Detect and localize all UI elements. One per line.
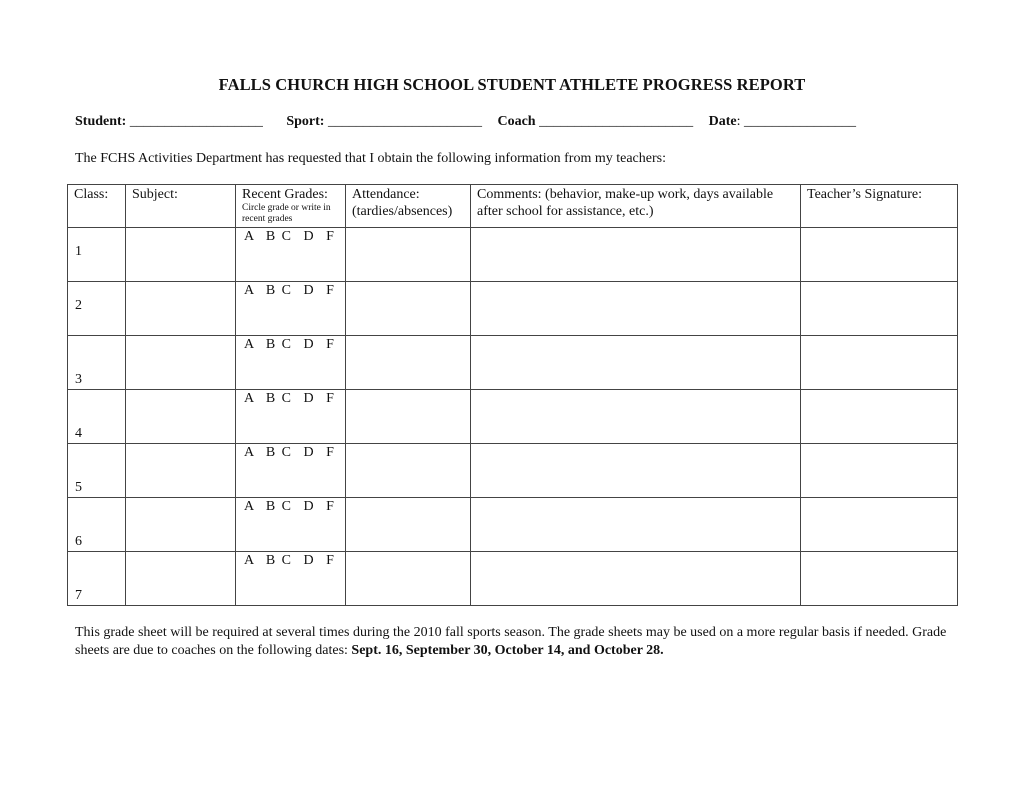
progress-table [67,184,958,606]
signature-cell[interactable] [801,552,958,606]
grades-header: Recent Grades: [242,187,328,202]
grade-options[interactable]: A B C D F [244,445,335,460]
coach-label: Coach [497,114,536,129]
attendance-cell[interactable] [346,336,471,390]
class-number: 1 [75,244,82,259]
signature-cell[interactable] [801,228,958,282]
grades-cell[interactable] [236,498,346,552]
page-title: FALLS CHURCH HIGH SCHOOL STUDENT ATHLETE PROGRESS REPORT [218,75,806,94]
class-cell [68,498,126,552]
sport-field[interactable] [286,114,482,130]
sport-blank: ______________________ [327,114,482,129]
table-row [68,552,958,606]
date-field[interactable] [709,114,856,130]
student-blank: ___________________ [129,114,263,129]
grade-options[interactable]: A B C D F [244,391,335,406]
col-attendance [346,185,471,228]
grade-options[interactable]: A B C D F [244,283,335,298]
comments-cell[interactable] [471,390,801,444]
class-cell [68,444,126,498]
comments-cell[interactable] [471,444,801,498]
grades-cell[interactable] [236,444,346,498]
class-number: 7 [75,588,82,603]
sport-label: Sport: [286,114,325,129]
col-subject: Subject: [126,185,236,228]
subject-cell[interactable] [126,228,236,282]
signature-cell[interactable] [801,498,958,552]
subject-cell[interactable] [126,336,236,390]
table-row [68,390,958,444]
attendance-cell[interactable] [346,282,471,336]
grades-note: Circle grade or write in recent grades [242,203,331,224]
class-cell [68,390,126,444]
attendance-note: (tardies/absences) [352,204,453,219]
subject-cell[interactable] [126,444,236,498]
col-signature: Teacher’s Signature: [801,185,958,228]
due-dates: Sept. 16, September 30, October 14, and October 28. [351,643,664,658]
table-header-row [68,185,958,228]
col-grades [236,185,346,228]
attendance-cell[interactable] [346,390,471,444]
grades-cell[interactable] [236,336,346,390]
grades-cell[interactable] [236,552,346,606]
class-number: 2 [75,298,82,313]
comments-cell[interactable] [471,498,801,552]
col-class: Class: [68,185,126,228]
student-label: Student: [75,114,127,129]
grades-cell[interactable] [236,390,346,444]
signature-cell[interactable] [801,282,958,336]
class-number: 4 [75,426,82,441]
coach-blank: ______________________ [539,114,694,129]
grades-cell[interactable] [236,228,346,282]
comments-cell[interactable] [471,228,801,282]
comments-cell[interactable] [471,282,801,336]
grade-options[interactable]: A B C D F [244,499,335,514]
date-label: Date [708,114,737,129]
col-comments: Comments: (behavior, make-up work, days available after school for assistance, etc.) [471,185,801,228]
class-cell [68,282,126,336]
table-row [68,282,958,336]
date-colon: : [736,114,741,129]
signature-cell[interactable] [801,390,958,444]
class-cell [68,228,126,282]
subject-cell[interactable] [126,498,236,552]
coach-field[interactable] [497,114,693,130]
subject-cell[interactable] [126,390,236,444]
date-blank: ________________ [744,114,856,129]
signature-cell[interactable] [801,336,958,390]
subject-cell[interactable] [126,282,236,336]
grade-options[interactable]: A B C D F [244,229,335,244]
attendance-cell[interactable] [346,498,471,552]
table-row [68,228,958,282]
attendance-cell[interactable] [346,228,471,282]
class-number: 5 [75,480,82,495]
intro-text: The FCHS Activities Department has requested that I obtain the following information from my teachers: [75,151,666,166]
table-row [68,336,958,390]
footer-text: This grade sheet will be required at several times during the 2010 fall sports season. The grade sheets may be used on a more regular basis if needed. Grade sheets are due to coaches on the following dates: [75,625,947,658]
subject-cell[interactable] [126,552,236,606]
table-row [68,498,958,552]
attendance-header: Attendance: [352,187,420,202]
attendance-cell[interactable] [346,552,471,606]
comments-cell[interactable] [471,336,801,390]
class-cell [68,552,126,606]
signature-cell[interactable] [801,444,958,498]
student-field[interactable] [75,114,263,130]
class-number: 6 [75,534,82,549]
header-fields [75,114,856,130]
grade-options[interactable]: A B C D F [244,337,335,352]
grades-cell[interactable] [236,282,346,336]
class-number: 3 [75,372,82,387]
attendance-cell[interactable] [346,444,471,498]
comments-cell[interactable] [471,552,801,606]
table-row [68,444,958,498]
grade-options[interactable]: A B C D F [244,553,335,568]
footer-note [75,624,975,660]
class-cell [68,336,126,390]
